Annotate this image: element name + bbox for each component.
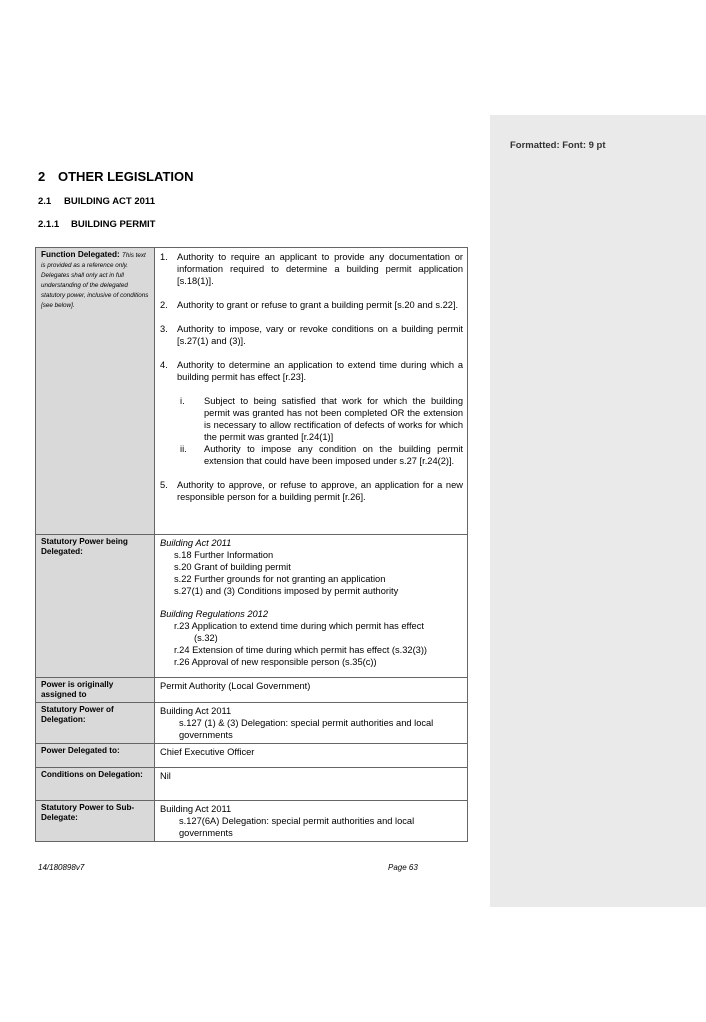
regulation-item-continued: (s.32) <box>194 633 218 643</box>
item-number: 3. <box>160 324 168 334</box>
function-delegated-note: This text is provided as a reference only. Delegates shall only act in full understanding of the delegated statutory power, inclusive of conditions [see below]. <box>41 252 149 309</box>
statutory-power-label-cell <box>36 535 155 678</box>
sub-delegate-detail: s.127(6A) Delegation: special permit authorities and local governments <box>179 816 415 838</box>
subsection-heading <box>38 196 155 207</box>
item-text: Authority to impose, vary or revoke conditions on a building permit [s.27(1) and (3)]. <box>177 324 463 346</box>
regulation-item: r.26 Approval of new responsible person (s.35(c)) <box>174 657 377 667</box>
act-section: s.27(1) and (3) Conditions imposed by permit authority <box>174 586 399 596</box>
document-reference: 14/180898v7 <box>38 863 85 872</box>
subsubsection-heading <box>38 219 155 230</box>
power-of-delegation-value-cell <box>155 703 468 744</box>
act-section: s.22 Further grounds for not granting an application <box>174 574 386 584</box>
power-delegated-to-value-cell <box>155 744 468 768</box>
table-row <box>36 678 468 703</box>
table-row <box>36 744 468 768</box>
item-text: Authority to determine an application to extend time during which a building permit has effect [r.23]. <box>177 360 463 382</box>
regulations-name: Building Regulations 2012 <box>160 609 269 619</box>
table-row <box>36 768 468 801</box>
function-delegated-value-cell <box>155 248 468 535</box>
power-of-delegation-label-cell <box>36 703 155 744</box>
statutory-power-value-cell <box>155 535 468 678</box>
delegation-table <box>35 247 468 842</box>
act-section: s.18 Further Information <box>174 550 274 560</box>
table-row <box>36 248 468 535</box>
comment-label: Formatted: Font: 9 pt <box>510 140 606 151</box>
item-text: Authority to approve, or refuse to approve, an application for a new responsible person for a building permit [r.26]. <box>177 480 463 502</box>
sub-delegate-label-cell <box>36 801 155 842</box>
power-of-delegation-label: Statutory Power of Delegation: <box>41 705 114 724</box>
subsubsection-number: 2.1.1 <box>38 219 60 230</box>
sub-delegate-value-cell <box>155 801 468 842</box>
list-item <box>160 323 463 347</box>
sub-list <box>177 395 463 467</box>
sub-list-item <box>177 443 463 467</box>
conditions-label-cell <box>36 768 155 801</box>
subsubsection-title: BUILDING PERMIT <box>71 219 156 230</box>
table-row <box>36 535 468 678</box>
function-delegated-label-cell <box>36 248 155 535</box>
item-text: Authority to grant or refuse to grant a building permit [s.20 and s.22]. <box>177 300 459 310</box>
sub-list-item <box>177 395 463 443</box>
page-number: Page 63 <box>388 863 418 872</box>
list-item <box>160 479 463 503</box>
power-delegated-to-label: Power Delegated to: <box>41 746 120 755</box>
regulation-item: r.24 Extension of time during which permit has effect (s.32(3)) <box>174 645 428 655</box>
item-number: 5. <box>160 480 168 490</box>
subsection-number: 2.1 <box>38 196 52 207</box>
conditions-label: Conditions on Delegation: <box>41 770 143 779</box>
power-assigned-label-cell <box>36 678 155 703</box>
regulation-item: r.23 Application to extend time during which permit has effect <box>174 621 424 631</box>
list-item <box>160 359 463 467</box>
sub-delegate-act: Building Act 2011 <box>160 804 232 814</box>
item-number: 2. <box>160 300 168 310</box>
item-number: 4. <box>160 360 168 370</box>
power-assigned-value: Permit Authority (Local Government) <box>160 681 311 691</box>
power-delegated-to-label-cell <box>36 744 155 768</box>
power-assigned-label: Power is originally assigned to <box>41 680 114 699</box>
sub-item-text: Authority to impose any condition on the building permit extension that could have been imposed under s.27 [r.24(2)]. <box>204 444 463 466</box>
table-row <box>36 801 468 842</box>
subsection-title: BUILDING ACT 2011 <box>64 196 155 207</box>
comment-pane <box>490 115 706 907</box>
conditions-value-cell <box>155 768 468 801</box>
section-title: OTHER LEGISLATION <box>58 169 194 184</box>
statutory-power-label: Statutory Power being Delegated: <box>41 537 128 556</box>
list-item <box>160 251 463 287</box>
power-delegated-to-value: Chief Executive Officer <box>160 747 255 757</box>
function-list <box>160 251 463 503</box>
section-heading <box>38 169 194 184</box>
list-item <box>160 299 463 311</box>
delegation-act: Building Act 2011 <box>160 706 232 716</box>
sub-item-text: Subject to being satisfied that work for which the building permit was granted has not been completed OR the extension is necessary to allow rectification of defects of works for which the permit was granted [r.24(1)] <box>204 396 463 442</box>
table-row <box>36 703 468 744</box>
sub-item-number: ii. <box>180 444 187 454</box>
item-body <box>177 359 463 467</box>
function-delegated-label: Function Delegated: <box>41 250 120 259</box>
delegation-detail: s.127 (1) & (3) Delegation: special permit authorities and local governments <box>179 718 434 740</box>
act-section: s.20 Grant of building permit <box>174 562 291 572</box>
item-number: 1. <box>160 252 168 262</box>
section-number: 2 <box>38 169 46 184</box>
act-name: Building Act 2011 <box>160 538 232 548</box>
item-text: Authority to require an applicant to provide any documentation or information required to determine a building permit application [s.18(1)]. <box>177 252 463 286</box>
sub-item-number: i. <box>180 396 185 406</box>
conditions-value: Nil <box>160 771 171 781</box>
power-assigned-value-cell <box>155 678 468 703</box>
sub-delegate-label: Statutory Power to Sub-Delegate: <box>41 803 135 822</box>
